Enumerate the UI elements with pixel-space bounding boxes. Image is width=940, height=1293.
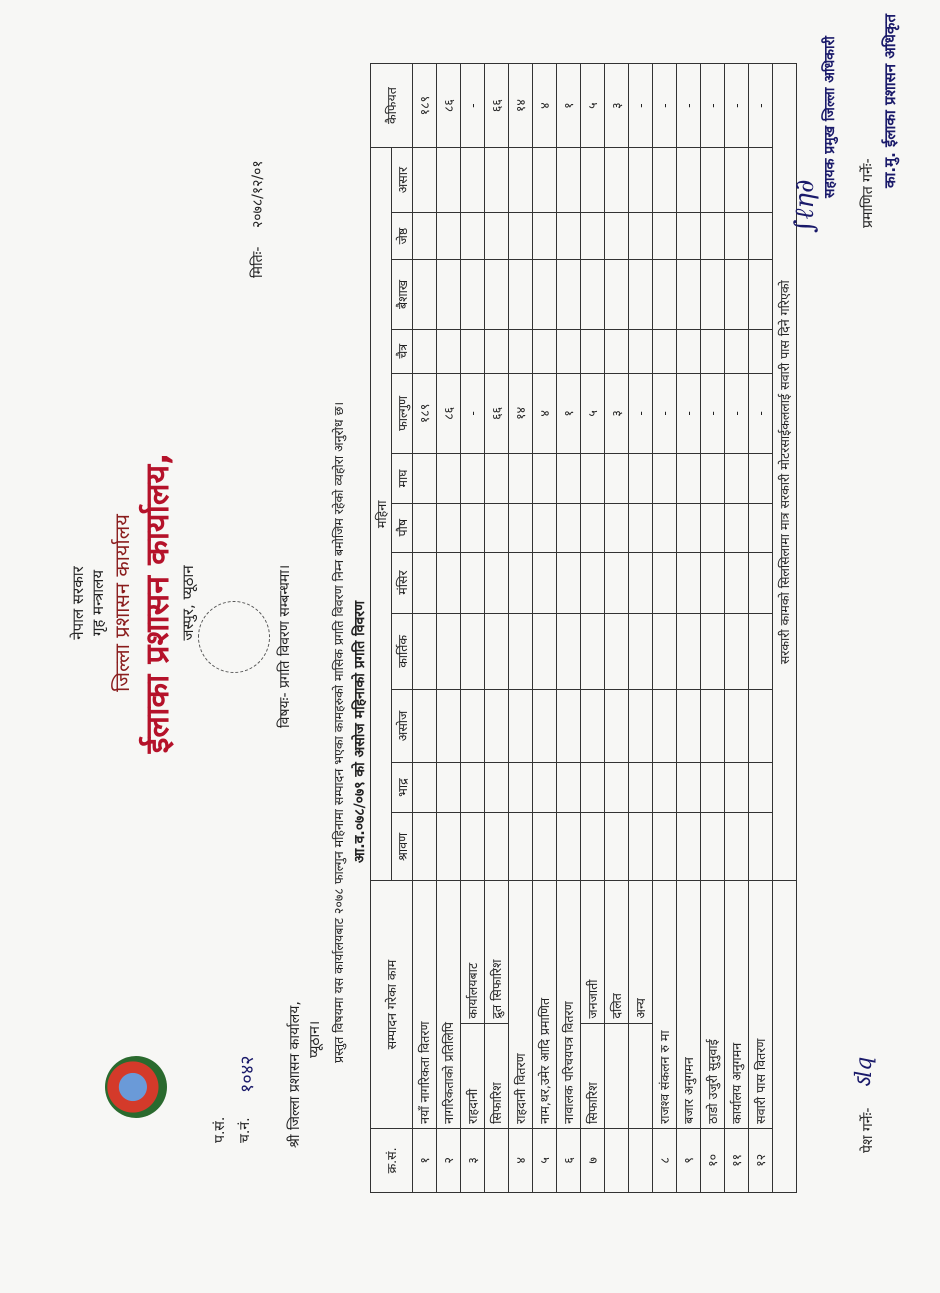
table-row (533, 64, 557, 1193)
row-work: राहदानी वितरण (509, 881, 533, 1128)
row-month-cell (533, 813, 557, 881)
table-row (725, 64, 749, 1193)
table-footnote: सरकारी कामको सिलसिलामा मात्र सरकारी मोटरसाईकललाई सवारी पास दिने गरिएको (773, 64, 797, 881)
row-work: नयाँ नागरिकता वितरण (413, 881, 437, 1128)
row-falgun-value: ४ (533, 373, 557, 454)
stamp-title: सहायक प्रमुख जिल्ला अधिकारी (822, 36, 838, 198)
row-month-cell (749, 454, 773, 504)
table-row (437, 64, 461, 1193)
govt-name: नेपाल सरकार (69, 566, 87, 640)
row-month-cell (581, 148, 605, 213)
row-month-cell (509, 813, 533, 881)
row-month-cell (701, 148, 725, 213)
row-month-cell (461, 329, 485, 373)
row-month-cell (581, 454, 605, 504)
row-month-cell (653, 148, 677, 213)
row-month-cell (581, 503, 605, 552)
row-month-cell (677, 552, 701, 613)
row-month-cell (605, 454, 629, 504)
row-month-cell (413, 690, 437, 762)
row-month-cell (749, 690, 773, 762)
row-month-cell (485, 690, 509, 762)
row-month-cell (701, 503, 725, 552)
row-sn: ७ (581, 1128, 605, 1192)
row-month-cell (749, 329, 773, 373)
row-month-cell (509, 552, 533, 613)
row-month-cell (533, 454, 557, 504)
row-month-cell (557, 213, 581, 260)
row-month-cell (533, 260, 557, 330)
table-row (461, 64, 485, 1193)
row-month-cell (461, 503, 485, 552)
row-month-cell (533, 148, 557, 213)
row-falgun-value: १८९ (413, 373, 437, 454)
row-work: सवारी पास वितरण (749, 881, 773, 1128)
row-month-cell (485, 329, 509, 373)
row-month-cell (605, 148, 629, 213)
row-month-cell (485, 762, 509, 813)
office-stamp-icon (198, 601, 270, 673)
row-month-cell (581, 690, 605, 762)
table-row (629, 64, 653, 1193)
row-month-cell (533, 552, 557, 613)
row-month-cell (485, 260, 509, 330)
row-month-cell (581, 552, 605, 613)
row-month-cell (437, 260, 461, 330)
row-month-cell (749, 813, 773, 881)
row-month-cell (629, 503, 653, 552)
row-month-cell (701, 213, 725, 260)
row-month-cell (509, 260, 533, 330)
row-month-cell (749, 613, 773, 690)
row-month-cell (509, 213, 533, 260)
row-month-cell (437, 552, 461, 613)
row-falgun-value: ३ (605, 373, 629, 454)
row-falgun-value: - (629, 373, 653, 454)
row-month-cell (749, 260, 773, 330)
row-remarks: ८६ (437, 64, 461, 148)
row-work: नागरिकताको प्रतिलिपि (437, 881, 461, 1128)
certified-by-label: प्रमाणित गर्नेः- (860, 158, 876, 228)
row-remarks: १४ (509, 64, 533, 148)
row-month-cell (485, 213, 509, 260)
submitter-signature: ऽlq (852, 1056, 877, 1088)
month-header-cell: भाद्र (392, 762, 413, 813)
row-work (629, 1023, 653, 1128)
subject-line: विषयः- प्रगति विवरण सम्बन्धमा। (277, 564, 293, 728)
row-month-cell (413, 813, 437, 881)
row-month-cell (725, 148, 749, 213)
row-month-cell (485, 454, 509, 504)
row-month-cell (725, 213, 749, 260)
row-month-cell (749, 552, 773, 613)
row-work: सिफारिश (485, 1023, 509, 1128)
row-month-cell (629, 813, 653, 881)
row-month-cell (653, 329, 677, 373)
row-month-cell (437, 813, 461, 881)
row-work: बजार अनुगमन (677, 881, 701, 1128)
table-row (581, 64, 605, 1193)
row-sn: ६ (557, 1128, 581, 1192)
row-sn: १२ (749, 1128, 773, 1192)
row-month-cell (605, 813, 629, 881)
row-month-cell (413, 762, 437, 813)
row-month-cell (437, 503, 461, 552)
row-month-cell (557, 454, 581, 504)
cn-label: च.नं. (237, 1117, 253, 1143)
row-month-cell (725, 503, 749, 552)
progress-table (370, 63, 797, 1193)
row-month-cell (701, 762, 725, 813)
row-month-cell (749, 213, 773, 260)
row-month-cell (677, 813, 701, 881)
ps-label: प.सं. (212, 1116, 228, 1143)
row-month-cell (509, 454, 533, 504)
row-month-cell (677, 213, 701, 260)
row-subwork: कार्यालयबाट (461, 881, 485, 1023)
row-month-cell (701, 613, 725, 690)
month-header-cell: फाल्गुण (392, 373, 413, 454)
row-month-cell (653, 552, 677, 613)
row-month-cell (437, 613, 461, 690)
row-month-cell (629, 213, 653, 260)
row-month-cell (749, 503, 773, 552)
row-falgun-value: ८६ (437, 373, 461, 454)
row-month-cell (653, 260, 677, 330)
row-month-cell (413, 329, 437, 373)
row-month-cell (485, 813, 509, 881)
row-month-cell (413, 148, 437, 213)
row-remarks: - (653, 64, 677, 148)
row-month-cell (629, 613, 653, 690)
row-remarks: १ (557, 64, 581, 148)
table-row (509, 64, 533, 1193)
recipient: श्री जिल्ला प्रशासन कार्यालय, (287, 1001, 303, 1148)
row-work: राजश्व संकलन रु मा (653, 881, 677, 1128)
row-month-cell (605, 260, 629, 330)
row-month-cell (581, 813, 605, 881)
district-office-name: जिल्ला प्रशासन कार्यालय (110, 514, 134, 692)
row-month-cell (677, 454, 701, 504)
row-month-cell (653, 762, 677, 813)
table-row (701, 64, 725, 1193)
body-text: प्रस्तुत विषयमा यस कार्यालयबाट २०७८ फाल्गुन महिनामा सम्पादन भएका कामहरुको मासिक प्रगति विवरण निम्न बमोजिम रहेको व्यहोरा अनुरोध छ। (331, 401, 346, 1063)
row-month-cell (653, 813, 677, 881)
row-month-cell (653, 213, 677, 260)
row-work: सिफारिश (581, 1023, 605, 1128)
row-month-cell (725, 762, 749, 813)
row-month-cell (653, 690, 677, 762)
row-month-cell (533, 213, 557, 260)
row-month-cell (509, 148, 533, 213)
row-month-cell (581, 260, 605, 330)
month-header-cell: माघ (392, 454, 413, 504)
row-month-cell (701, 813, 725, 881)
certifier-signature: ∫ℓη∂ (790, 179, 820, 233)
row-month-cell (581, 213, 605, 260)
row-month-cell (413, 454, 437, 504)
stamp-label: का.मु. ईलाका प्रशासन अधिकृत (881, 14, 899, 188)
row-work: ठाडो उजुरी सुनुवाई (701, 881, 725, 1128)
row-remarks: ३ (605, 64, 629, 148)
month-header-cell: चैत्र (392, 329, 413, 373)
row-sn: ८ (653, 1128, 677, 1192)
row-remarks: ४ (533, 64, 557, 148)
row-month-cell (413, 503, 437, 552)
letterhead (68, 343, 198, 863)
row-month-cell (461, 613, 485, 690)
row-month-cell (461, 260, 485, 330)
row-month-cell (629, 552, 653, 613)
row-month-cell (533, 503, 557, 552)
row-month-cell (677, 260, 701, 330)
col-header-months: महिना (371, 148, 392, 881)
row-work (605, 1023, 629, 1128)
row-sn (605, 1128, 629, 1192)
row-month-cell (605, 613, 629, 690)
row-month-cell (701, 552, 725, 613)
area-office-name: ईलाका प्रशासन कार्यालय, (138, 452, 176, 754)
row-sn: १० (701, 1128, 725, 1192)
month-header-cell: श्रावण (392, 813, 413, 881)
row-falgun-value: ५ (581, 373, 605, 454)
row-month-cell (677, 329, 701, 373)
row-month-cell (485, 148, 509, 213)
row-month-cell (701, 329, 725, 373)
row-month-cell (509, 613, 533, 690)
row-month-cell (629, 454, 653, 504)
row-month-cell (533, 329, 557, 373)
row-month-cell (701, 454, 725, 504)
row-month-cell (725, 690, 749, 762)
row-month-cell (509, 329, 533, 373)
row-month-cell (557, 260, 581, 330)
table-title: आ.व.०७८/०७९ को असोज महिनाको प्रगति विवरण (352, 600, 368, 863)
row-remarks: ५ (581, 64, 605, 148)
cn-value: १०४२ (237, 1055, 258, 1093)
ministry-name: गृह मन्त्रालय (89, 569, 107, 637)
row-month-cell (485, 552, 509, 613)
row-month-cell (605, 690, 629, 762)
row-month-cell (437, 762, 461, 813)
row-month-cell (629, 762, 653, 813)
row-month-cell (677, 613, 701, 690)
row-month-cell (485, 503, 509, 552)
row-falgun-value: - (749, 373, 773, 454)
date-label: मितिः- (250, 246, 266, 278)
row-falgun-value: - (461, 373, 485, 454)
row-month-cell (437, 329, 461, 373)
month-header-cell: बैशाख (392, 260, 413, 330)
row-month-cell (413, 613, 437, 690)
row-month-cell (677, 503, 701, 552)
row-month-cell (485, 613, 509, 690)
row-falgun-value: १ (557, 373, 581, 454)
row-month-cell (509, 503, 533, 552)
row-remarks: १८९ (413, 64, 437, 148)
row-month-cell (605, 329, 629, 373)
row-remarks: ६६ (485, 64, 509, 148)
row-month-cell (437, 454, 461, 504)
row-month-cell (653, 454, 677, 504)
row-month-cell (677, 762, 701, 813)
row-month-cell (677, 690, 701, 762)
recipient-place: प्यूठान। (307, 1020, 323, 1058)
row-month-cell (725, 329, 749, 373)
row-sn: ५ (533, 1128, 557, 1192)
nepal-emblem-icon (105, 1056, 167, 1118)
row-month-cell (461, 213, 485, 260)
row-sn: ३ (461, 1128, 485, 1192)
row-subwork: द्रुत सिफारिश (485, 881, 509, 1023)
row-falgun-value: - (653, 373, 677, 454)
row-remarks: - (677, 64, 701, 148)
row-month-cell (557, 552, 581, 613)
row-month-cell (749, 148, 773, 213)
row-remarks: - (629, 64, 653, 148)
row-falgun-value: - (725, 373, 749, 454)
row-falgun-value: ६६ (485, 373, 509, 454)
row-month-cell (557, 503, 581, 552)
row-month-cell (581, 613, 605, 690)
row-month-cell (605, 213, 629, 260)
row-sn: ४ (509, 1128, 533, 1192)
row-month-cell (677, 148, 701, 213)
row-month-cell (557, 613, 581, 690)
row-month-cell (581, 762, 605, 813)
col-header-sn: क्र.सं. (371, 1128, 413, 1192)
row-month-cell (629, 690, 653, 762)
row-month-cell (725, 552, 749, 613)
row-falgun-value: - (677, 373, 701, 454)
row-month-cell (725, 613, 749, 690)
row-month-cell (509, 690, 533, 762)
col-header-remarks: कैफियत (371, 64, 413, 148)
table-row (605, 64, 629, 1193)
row-falgun-value: - (701, 373, 725, 454)
row-month-cell (461, 148, 485, 213)
row-month-cell (701, 690, 725, 762)
table-row (557, 64, 581, 1193)
row-month-cell (749, 762, 773, 813)
row-month-cell (413, 260, 437, 330)
row-work: नाम,थर,उमेर आदि प्रमाणित (533, 881, 557, 1128)
row-remarks: - (701, 64, 725, 148)
month-header-cell: मंसिर (392, 552, 413, 613)
row-sn (629, 1128, 653, 1192)
row-work: नावालक परिचयपत्र वितरण (557, 881, 581, 1128)
row-subwork: दलित (605, 881, 629, 1023)
row-month-cell (461, 552, 485, 613)
row-month-cell (509, 762, 533, 813)
row-remarks: - (461, 64, 485, 148)
row-month-cell (557, 329, 581, 373)
row-month-cell (725, 260, 749, 330)
row-month-cell (557, 813, 581, 881)
row-month-cell (437, 213, 461, 260)
row-month-cell (533, 613, 557, 690)
row-month-cell (605, 762, 629, 813)
row-month-cell (437, 690, 461, 762)
row-sn: ११ (725, 1128, 749, 1192)
row-subwork: अन्य (629, 881, 653, 1023)
row-subwork: जनजाती (581, 881, 605, 1023)
row-month-cell (413, 213, 437, 260)
row-month-cell (653, 613, 677, 690)
row-month-cell (581, 329, 605, 373)
row-remarks: - (749, 64, 773, 148)
row-month-cell (461, 813, 485, 881)
row-month-cell (557, 148, 581, 213)
office-location: जस्पुर, प्यूठान (179, 565, 197, 641)
row-sn: ९ (677, 1128, 701, 1192)
row-work: राहदानी (461, 1023, 485, 1128)
row-month-cell (461, 762, 485, 813)
row-month-cell (629, 260, 653, 330)
footnote-spacer (773, 881, 797, 1193)
table-row (677, 64, 701, 1193)
row-month-cell (533, 762, 557, 813)
row-sn: १ (413, 1128, 437, 1192)
row-sn: २ (437, 1128, 461, 1192)
row-falgun-value: १४ (509, 373, 533, 454)
submitted-by-label: पेश गर्नेः- (860, 1107, 876, 1153)
month-header-cell: जेष्ठ (392, 213, 413, 260)
row-month-cell (725, 813, 749, 881)
row-month-cell (653, 503, 677, 552)
table-row (485, 64, 509, 1193)
month-header-cell: असार (392, 148, 413, 213)
row-month-cell (437, 148, 461, 213)
row-month-cell (413, 552, 437, 613)
month-header-cell: पौष (392, 503, 413, 552)
row-month-cell (461, 690, 485, 762)
row-month-cell (725, 454, 749, 504)
table-row (413, 64, 437, 1193)
row-month-cell (557, 762, 581, 813)
row-month-cell (629, 329, 653, 373)
row-month-cell (629, 148, 653, 213)
row-remarks: - (725, 64, 749, 148)
row-sn (485, 1128, 509, 1192)
row-month-cell (533, 690, 557, 762)
row-month-cell (701, 260, 725, 330)
month-header-cell: असोज (392, 690, 413, 762)
row-month-cell (461, 454, 485, 504)
row-month-cell (605, 552, 629, 613)
row-month-cell (605, 503, 629, 552)
col-header-work: सम्पादन गरेका काम (371, 881, 413, 1128)
row-month-cell (557, 690, 581, 762)
row-work: कार्यालय अनुगमन (725, 881, 749, 1128)
table-row (653, 64, 677, 1193)
table-row (749, 64, 773, 1193)
date-value: २०७८/१२/०१ (250, 160, 266, 228)
month-header-cell: कार्तिक (392, 613, 413, 690)
